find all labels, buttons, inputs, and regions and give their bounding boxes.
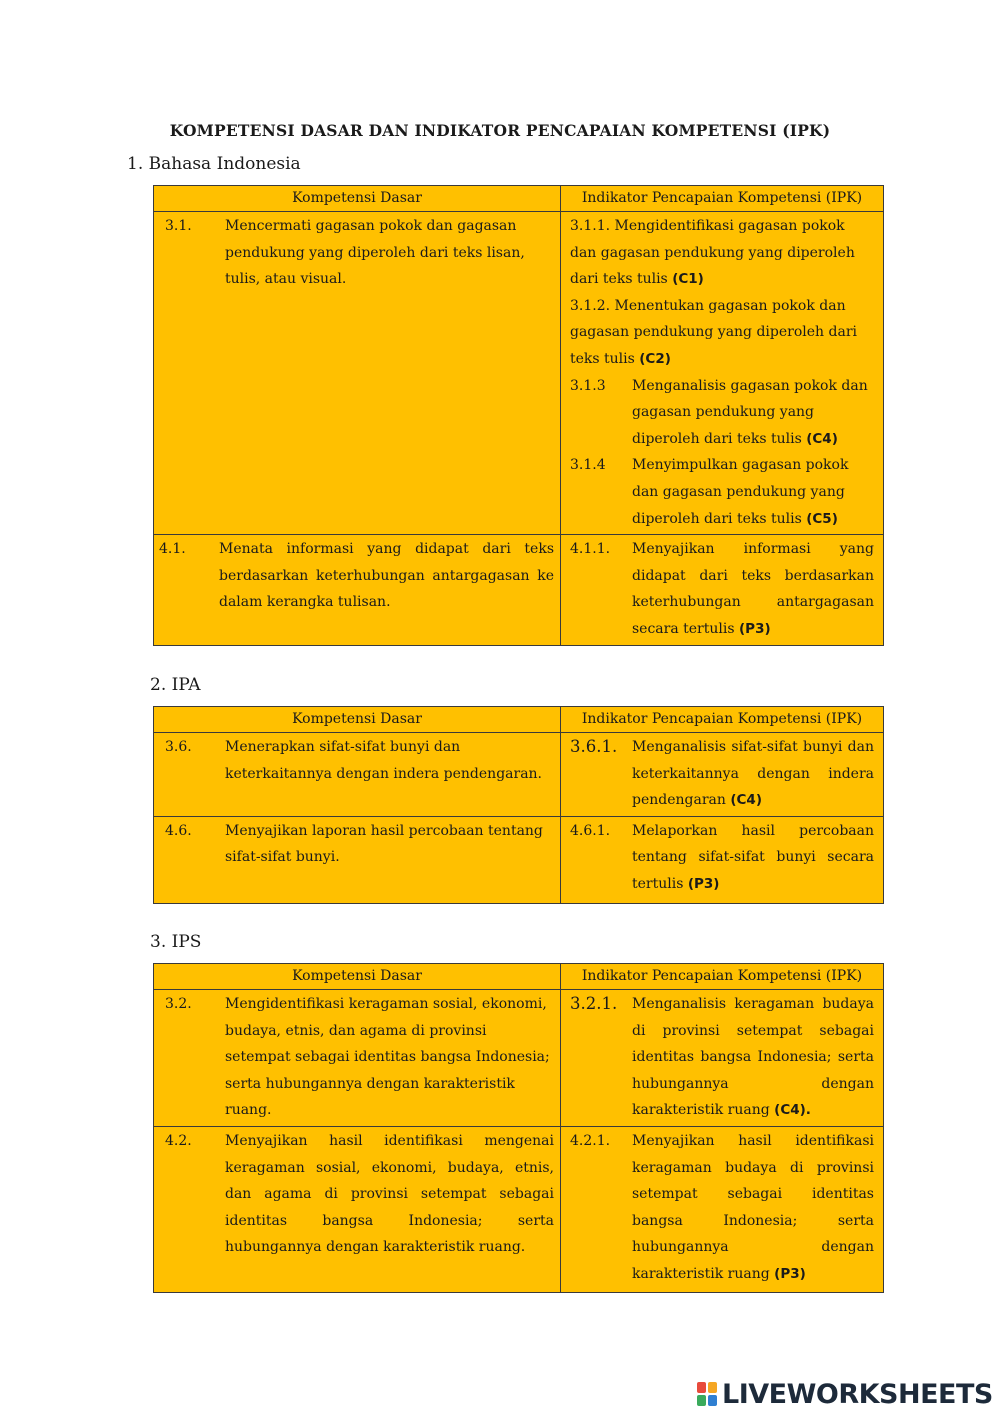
ipk-level: (P3): [687, 875, 720, 892]
ipk-text: Menganalisis sifat-sifat bunyi dan keterkaitannya dengan indera pendengaran: [632, 739, 874, 809]
ipk-text: Melaporkan hasil percobaan tentang sifat-sifat bunyi secara tertulis: [632, 822, 874, 892]
ipk-number: 3.1.1.: [570, 218, 611, 234]
section-heading-ips: 3. IPS: [150, 932, 202, 952]
ipk-text: Mengidentifikasi gagasan pokok dan gagasan pendukung yang diperoleh dari teks tulis: [570, 218, 855, 288]
ipk-number: 3.6.1.: [570, 737, 618, 756]
ipk-level: (P3): [774, 1265, 806, 1282]
kd-number: 3.6.: [165, 739, 192, 755]
ipk-number: 3.1.4: [570, 457, 606, 474]
ipk-item: [570, 734, 874, 814]
table-row: [154, 1126, 884, 1292]
liveworksheets-brand: [697, 1379, 993, 1410]
table-header-row: [154, 964, 884, 990]
header-kd: Kompetensi Dasar: [154, 186, 561, 212]
table-header-row: [154, 186, 884, 212]
table-header-row: [154, 707, 884, 733]
ipk-item: [570, 991, 874, 1124]
ipk-level: (C4).: [774, 1102, 811, 1119]
table-row: [154, 535, 884, 645]
ipk-number: 3.2.1.: [570, 994, 618, 1013]
ipk-text: Menyajikan hasil identifikasi keragaman budaya di provinsi setempat sebagai identitas bangsa Indonesia; serta hubungannya dengan karakteristik ruang: [632, 1132, 874, 1282]
header-kd: Kompetensi Dasar: [154, 707, 561, 733]
section-heading-ipa: 2. IPA: [150, 675, 201, 695]
brand-text: LIVEWORKSHEETS: [722, 1379, 993, 1410]
ipk-level: (C2): [639, 350, 671, 367]
liveworksheets-logo-icon: [697, 1382, 719, 1408]
ipk-item: [570, 213, 874, 293]
kd-number: 3.2.: [165, 996, 192, 1012]
ipk-item: [570, 293, 874, 373]
table-row: [154, 212, 884, 535]
table-bahasa-indonesia: [153, 185, 884, 646]
kd-text: Menyajikan hasil identifikasi mengenai keragaman sosial, ekonomi, budaya, etnis, dan agama di provinsi setempat sebagai identitas bangsa Indonesia; serta hubungannya dengan karakteristik ruang.: [225, 1132, 554, 1256]
ipk-item: [570, 373, 874, 453]
kd-text: Menata informasi yang didapat dari teks berdasarkan keterhubungan antargagasan ke dalam kerangka tulisan.: [219, 541, 554, 611]
ipk-level: (P3): [739, 620, 771, 637]
ipk-text: Menganalisis gagasan pokok dan gagasan pendukung yang diperoleh dari teks tulis: [632, 377, 868, 447]
document-title: KOMPETENSI DASAR DAN INDIKATOR PENCAPAIAN KOMPETENSI (IPK): [169, 121, 831, 140]
ipk-item: [570, 1128, 874, 1288]
kd-text: Menyajikan laporan hasil percobaan tentang sifat-sifat bunyi.: [225, 822, 543, 866]
table-row: [154, 990, 884, 1127]
ipk-level: (C1): [672, 271, 704, 288]
ipk-text: Menganalisis keragaman budaya di provinsi setempat sebagai identitas bangsa Indonesia; serta hubungannya dengan karakteristik ruang: [632, 996, 874, 1119]
ipk-item: [570, 536, 874, 642]
ipk-text: Menyimpulkan gagasan pokok dan gagasan pendukung yang diperoleh dari teks tulis: [632, 457, 849, 527]
kd-number: 4.1.: [159, 541, 186, 558]
table-row: [154, 816, 884, 903]
table-ips: [153, 963, 884, 1293]
kd-number: 4.2.: [165, 1132, 192, 1149]
header-kd: Kompetensi Dasar: [154, 964, 561, 990]
table-row: [154, 733, 884, 817]
header-ipk: Indikator Pencapaian Kompetensi (IPK): [561, 186, 884, 212]
ipk-level: (C4): [806, 430, 838, 447]
ipk-item: [570, 452, 874, 532]
ipk-item: [570, 818, 874, 898]
ipk-number: 3.1.2.: [570, 297, 611, 314]
header-ipk: Indikator Pencapaian Kompetensi (IPK): [561, 707, 884, 733]
header-ipk: Indikator Pencapaian Kompetensi (IPK): [561, 964, 884, 990]
ipk-number: 4.1.1.: [570, 541, 611, 558]
kd-number: 3.1.: [165, 218, 192, 234]
table-ipa: [153, 706, 884, 904]
ipk-level: (C5): [806, 510, 838, 527]
ipk-number: 4.2.1.: [570, 1132, 611, 1149]
kd-number: 4.6.: [165, 822, 192, 839]
ipk-text: Menentukan gagasan pokok dan gagasan pendukung yang diperoleh dari teks tulis: [570, 297, 857, 367]
kd-text: Menerapkan sifat-sifat bunyi dan keterkaitannya dengan indera pendengaran.: [225, 739, 543, 782]
kd-text: Mencermati gagasan pokok dan gagasan pendukung yang diperoleh dari teks lisan, tulis, atau visual.: [225, 218, 525, 288]
ipk-number: 4.6.1.: [570, 822, 611, 839]
section-heading-bahasa-indonesia: 1. Bahasa Indonesia: [127, 154, 301, 174]
ipk-text: Menyajikan informasi yang didapat dari teks berdasarkan keterhubungan antargagasan secara tertulis: [632, 541, 874, 637]
ipk-number: 3.1.3: [570, 377, 606, 394]
ipk-level: (C4): [730, 792, 762, 809]
kd-text: Mengidentifikasi keragaman sosial, ekonomi, budaya, etnis, dan agama di provinsi setempat sebagai identitas bangsa Indonesia; serta hubungannya dengan karakteristik ruang.: [225, 996, 550, 1119]
